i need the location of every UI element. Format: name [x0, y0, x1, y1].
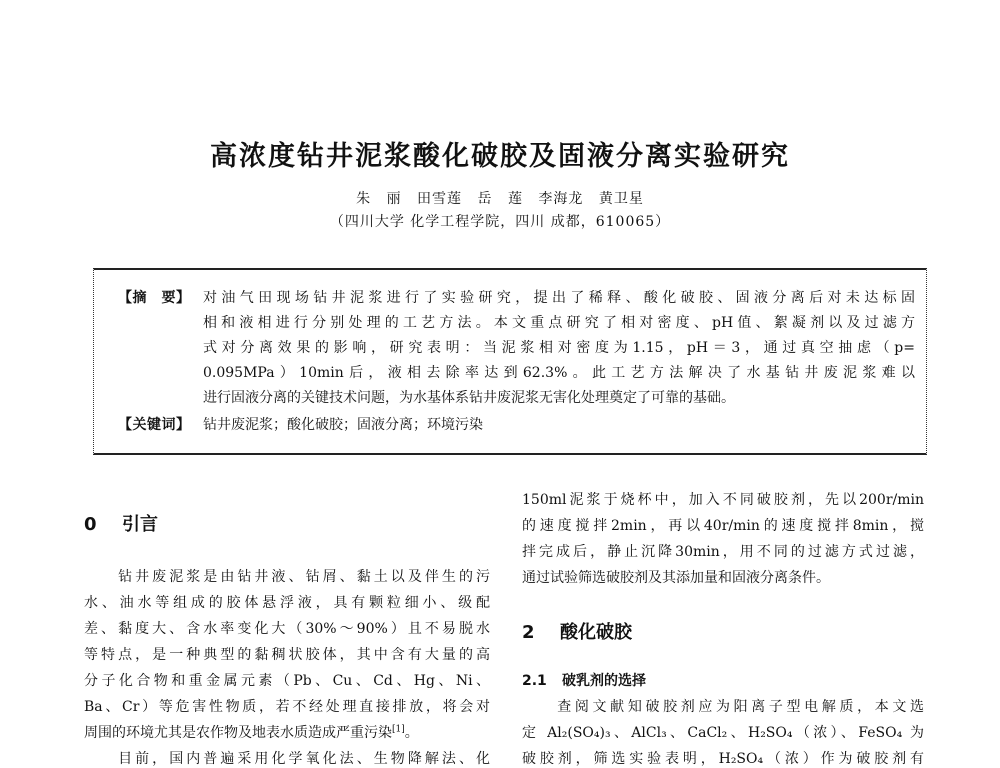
abstract-line: 0.095MPa）10min后，液相去除率达到62.3%。此工艺方法解决了水基钻井废泥浆难以: [203, 365, 915, 381]
body-line: 通过试验筛选破胶剂及其添加量和固液分离条件。: [522, 570, 830, 586]
subsection-number: 2.1: [522, 673, 547, 689]
abstract-line: 式对分离效果的影响，研究表明：当泥浆相对密度为1.15，pH＝3，通过真空抽虑（p=: [203, 340, 915, 356]
keywords-text: 钻井废泥浆；酸化破胶；固液分离；环境污染: [203, 417, 483, 433]
abstract-line: 进行固液分离的关键技术问题，为水基体系钻井废泥浆无害化处理奠定了可靠的基础。: [203, 390, 735, 406]
section-title: 酸化破胶: [560, 622, 632, 643]
section-number: 2: [522, 622, 535, 643]
abstract-line: 相和液相进行分别处理的工艺方法。本文重点研究了相对密度、pH值、絮凝剂以及过滤方: [203, 315, 915, 331]
body-line: Ba、Cr）等危害性物质，若不经处理直接排放，将会对: [84, 699, 490, 715]
body-line: 的速度搅拌2min，再以40r/min的速度搅拌8min，搅: [522, 518, 924, 534]
body-line: 拌完成后，静止沉降30min，用不同的过滤方式过滤，: [522, 544, 924, 560]
paper-title: 高浓度钻井泥浆酸化破胶及固液分离实验研究: [210, 141, 790, 172]
body-line: 钻井废泥浆是由钻井液、钻屑、黏土以及伴生的污: [84, 569, 490, 585]
subsection-title: 破乳剂的选择: [562, 673, 646, 689]
abstract-line: 对油气田现场钻井泥浆进行了实验研究，提出了稀释、酸化破胶、固液分离后对未达标固: [203, 290, 915, 306]
citation-ref: [1]: [392, 724, 405, 735]
author-list: 朱 丽 田雪莲 岳 莲 李海龙 黄卫星: [356, 191, 644, 207]
body-line: 破胶剂，筛选实验表明，H₂SO₄（浓）作为破胶剂有: [522, 751, 924, 767]
section-number: 0: [84, 514, 97, 535]
body-text: 周围的环境尤其是农作物及地表水质造成严重污染: [84, 725, 392, 741]
body-line: 分子化合物和重金属元素（Pb、Cu、Cd、Hg、Ni、: [84, 673, 490, 689]
section-heading-introduction: [84, 510, 158, 536]
body-line: 等特点，是一种典型的黏稠状胶体，其中含有大量的高: [84, 647, 490, 663]
body-line: 150ml泥浆于烧杯中，加入不同破胶剂，先以200r/min: [522, 492, 924, 508]
body-line-with-citation: [84, 722, 490, 742]
keywords-label: 【关键词】: [118, 417, 191, 433]
affiliation: （四川大学 化学工程学院，四川 成都，610065）: [329, 214, 671, 230]
section-title: 引言: [122, 514, 158, 535]
body-line: 定 Al₂(SO₄)₃、AlCl₃、CaCl₂、H₂SO₄（浓）、FeSO₄ 为: [522, 725, 924, 741]
body-line: 差、黏度大、含水率变化大（30%～90%）且不易脱水: [84, 621, 490, 637]
abstract-label: 【摘 要】: [118, 290, 191, 306]
subsection-heading: [522, 670, 646, 690]
body-line: 水、油水等组成的胶体悬浮液，具有颗粒细小、级配: [84, 595, 490, 611]
body-line: 目前，国内普遍采用化学氧化法、生物降解法、化: [84, 751, 490, 767]
body-line: 查阅文献知破胶剂应为阳离子型电解质，本文选: [522, 699, 924, 715]
section-heading-acid-breaking: [522, 618, 632, 644]
body-text: 。: [404, 725, 419, 741]
